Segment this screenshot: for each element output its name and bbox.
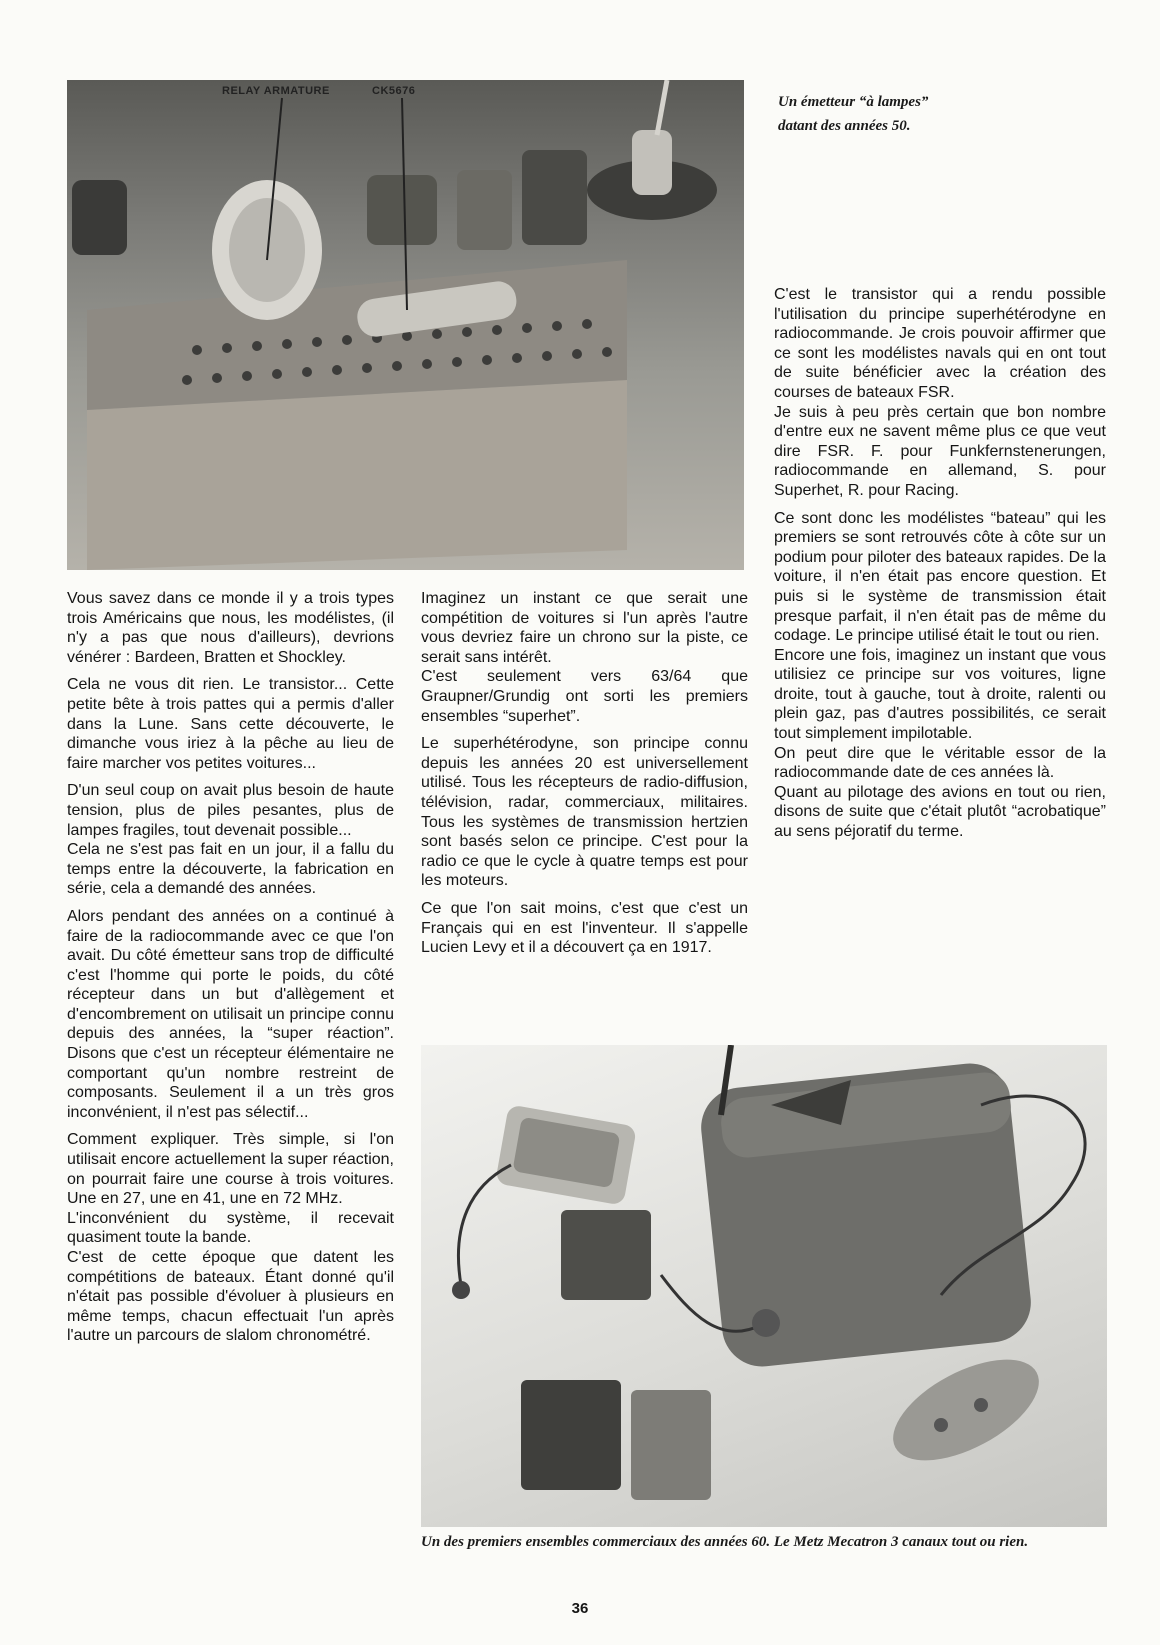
paragraph: Ce que l'on sait moins, c'est que c'est un Français qui en est l'inventeur. Il s'appelle Lucien Levy et il a découvert ça en 1917. — [421, 899, 748, 957]
paragraph: C'est de cette époque que datent les compétitions de bateaux. Étant donné qu'il n'était pas possible d'évoluer à plusieurs en même temps, chacun effectuait l'un après l'autre un parcours de slalom chronométré. — [67, 1249, 394, 1345]
paragraph: Quant au pilotage des avions en tout ou rien, disons de suite que c'était plutôt “acrobatique” au sens péjoratif du terme. — [774, 783, 1106, 841]
page-number: 36 — [571, 1600, 589, 1617]
paragraph: Imaginez un instant ce que serait une compétition de voitures si l'un après l'autre vous devriez faire un chrono sur la piste, ce serait sans intérêt. — [421, 590, 748, 666]
caption-top-line-2: datant des années 50. — [778, 118, 911, 134]
caption-top-photo — [778, 90, 1008, 138]
mecatron-illustration — [421, 1045, 1107, 1527]
article-column-1 — [67, 589, 394, 1354]
photo-metz-mecatron-set — [421, 1045, 1107, 1527]
paragraph: Ce sont donc les modélistes “bateau” qui les premiers se sont retrouvés côte à côte sur un podium pour piloter des bateaux rapides. De la voiture, il n'en était pas encore question. Et puis si le système de transmission était presque parfait, il n'en était pas de même du codage. Le principe utilisé était le tout ou rien. — [774, 509, 1106, 645]
paragraph: Comment expliquer. Très simple, si l'on utilisait encore actuellement la super réaction, on pourrait faire une course à trois voitures. Une en 27, une en 41, une en 72 MHz. — [67, 1131, 394, 1208]
article-column-2 — [421, 589, 748, 966]
transmitter-illustration — [67, 80, 744, 570]
article-column-3 — [774, 285, 1106, 850]
label-ck5676: CK5676 — [372, 85, 416, 97]
paragraph: D'un seul coup on avait plus besoin de haute tension, plus de piles pesantes, plus de lampes fragiles, tout devenait possible... — [67, 782, 394, 839]
caption-bottom-photo: Un des premiers ensembles commerciaux des années 60. Le Metz Mecatron 3 canaux tout ou rien. — [421, 1534, 1029, 1550]
paragraph: L'inconvénient du système, il recevait quasiment toute la bande. — [67, 1209, 394, 1247]
paragraph: C'est le transistor qui a rendu possible l'utilisation du principe superhétérodyne en radiocommande. Je crois pouvoir affirmer que ce sont les modélistes navals qui en ont tout de suite bénéficier avec la création des courses de bateaux FSR. — [774, 286, 1106, 401]
paragraph: Je suis à peu près certain que bon nombre d'entre eux ne savent même plus ce que veut dire FSR. F. pour Funkfernstenerungen, radiocommande en allemand, S. pour Superhet, R. pour Racing. — [774, 403, 1106, 499]
paragraph: Cela ne vous dit rien. Le transistor... Cette petite bête à trois pattes qui a permis d'aller dans la Lune. Sans cette découverte, le dimanche vous iriez à la pêche au lieu de faire marcher vos petites voitures... — [67, 676, 394, 772]
paragraph: Cela ne s'est pas fait en un jour, il a fallu du temps entre la découverte, la fabrication en série, cela a demandé des années. — [67, 841, 394, 898]
paragraph: Alors pendant des années on a continué à faire de la radiocommande avec ce que l'on avait. Du côté émetteur sans trop de difficulté c'est l'homme qui porte le poids, du côté récepteur dans un but d'allègement et d'encombrement on utilisait un principe connu depuis des années, la “super réaction”. Disons que c'est un récepteur élémentaire ne comportant qu'un nombre restreint de composants. Seulement il a un très gros inconvénient, il n'est pas sélectif... — [67, 907, 394, 1121]
paragraph: Vous savez dans ce monde il y a trois types trois Américains que nous, les modélistes, (il n'y a pas que nous d'ailleurs), devrions vénérer : Bardeen, Bratten et Shockley. — [67, 590, 394, 666]
paragraph: C'est seulement vers 63/64 que Graupner/Grundig ont sorti les premiers ensembles “superhet”. — [421, 668, 748, 725]
photo-tube-transmitter — [67, 80, 744, 570]
paragraph: On peut dire que le véritable essor de la radiocommande date de ces années là. — [774, 744, 1106, 782]
paragraph: Encore une fois, imaginez un instant que vous utilisiez ce principe sur vos voitures, ligne droite, tout à gauche, tout à droite, ralenti ou plein gaz, pas d'autres possibilités, ce serait tout simplement impilotable. — [774, 646, 1106, 743]
caption-top-line-1: Un émetteur “à lampes” — [778, 94, 929, 110]
label-relay-armature: RELAY ARMATURE — [222, 85, 330, 97]
paragraph: Le superhétérodyne, son principe connu depuis les années 20 est universellement utilisé. Tous les récepteurs de radio-diffusion, télévision, radar, commerciaux, militaires. Tous les systèmes de transmission hertzien sont basés selon ce principe. C'est pour la radio ce que le cycle à quatre temps est pour les moteurs. — [421, 735, 748, 890]
